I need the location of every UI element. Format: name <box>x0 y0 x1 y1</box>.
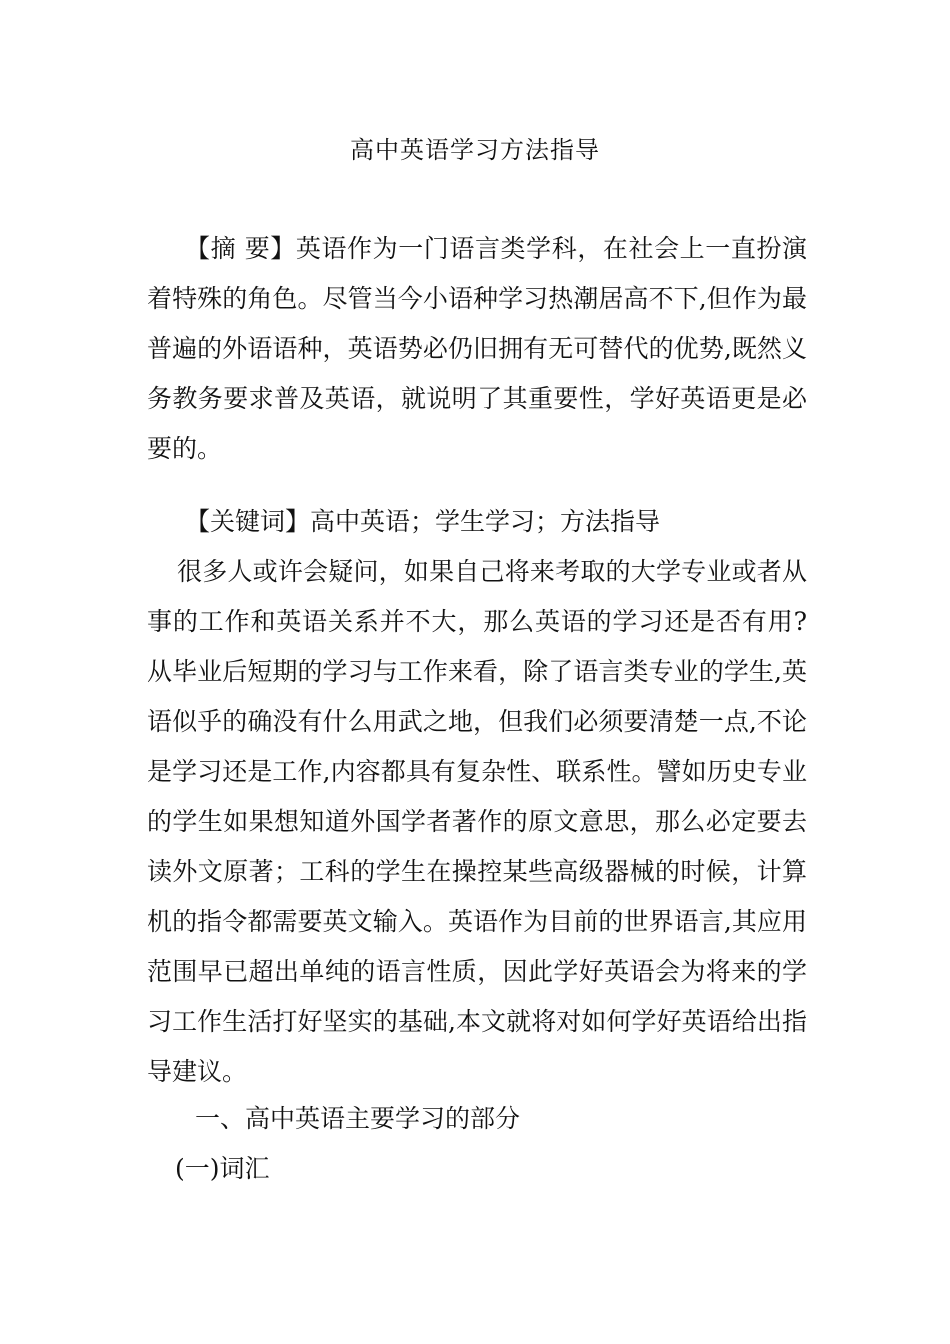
body-paragraph: 很多人或许会疑问，如果自己将来考取的大学专业或者从事的工作和英语关系并不大，那么英语的学习还是否有用?从毕业后短期的学习与工作来看，除了语言类专业的学生,英语似乎的确没有什么用武之地，但我们必须要清楚一点,不论是学习还是工作,内容都具有复杂性、联系性。譬如历史专业的学生如果想知道外国学者著作的原文意思，那么必定要去读外文原著；工科的学生在操控某些高级器械的时候，计算机的指令都需要英文输入。英语作为目前的世界语言,其应用范围早已超出单纯的语言性质，因此学好英语会为将来的学习工作生活打好坚实的基础,本文就将对如何学好英语给出指导建议。 <box>147 557 807 1086</box>
document-title: 高中英语学习方法指导 <box>350 136 600 164</box>
abstract-paragraph: 【摘 要】英语作为一门语言类学科，在社会上一直扮演着特殊的角色。尽管当今小语种学习热潮居高不下,但作为最普遍的外语语种，英语势必仍旧拥有无可替代的优势,既然义务教务要求普及英语，就说明了其重要性，学好英语更是必要的。 <box>147 234 807 463</box>
section-heading: 一、高中英语主要学习的部分 <box>195 1104 521 1133</box>
keywords-line: 【关键词】高中英语；学生学习；方法指导 <box>185 507 661 536</box>
subsection-heading: (一)词汇 <box>175 1154 270 1183</box>
